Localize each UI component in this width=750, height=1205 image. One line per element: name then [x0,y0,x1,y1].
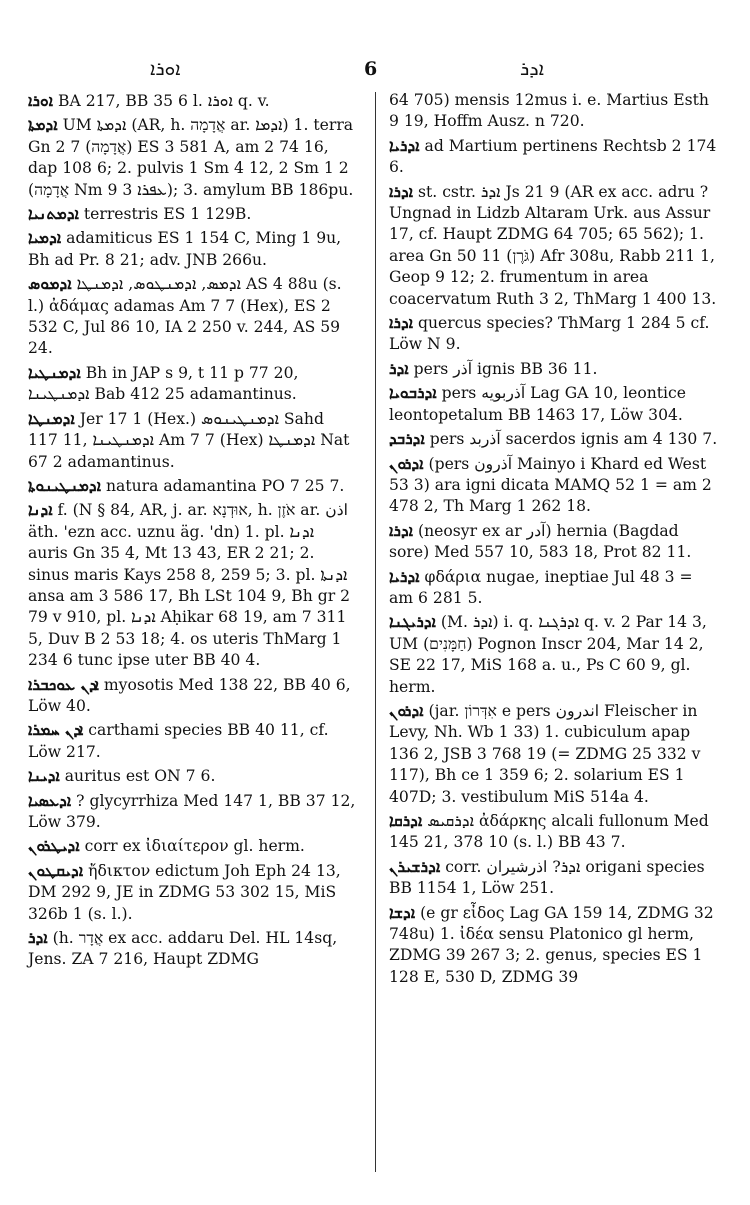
entry-headword: ܐܕܪ [28,928,48,948]
entry-text: auritus est ON 7 6. [64,767,216,786]
dictionary-entry [28,114,358,201]
entry-text: (M. ܐܕܪ) i. q. ܐܕܪܓܢܐ q. v. 2 Par 14 3, UM (חַמָּנִים) Pognon Inscr 204, Mar 14 2, SE 22 17, MiS 168 a. u., Ps C 60 9, gl. herm. [389,613,707,696]
running-head [0,58,750,84]
entry-text: (neosyr ex ar آدر) hernia (Bagdad sore) Med 557 10, 583 18, Prot 82 11. [389,521,692,562]
dictionary-entry [389,90,719,133]
dictionary-entry [28,408,358,473]
entry-text: natura adamantina PO 7 25 7. [105,476,345,495]
entry-text: adamiticus ES 1 154 C, Ming 1 9u, Bh ad Pr. 8 21; adv. JNB 266u. [28,229,342,269]
dictionary-entry [28,499,358,671]
right-column [389,90,719,990]
entry-headword: ܐܕܢܐ [28,500,53,520]
entry-headword: ܐܕܪܐ [389,520,414,540]
entry-text: st. cstr. ܐܕܪ Js 21 9 (AR ex acc. adru ? Ungnad in Lidzb Altaram Urk. aus Assur 17, cf. Haupt ZDMG 64 705; 65 562); 1. area Gn 50 11 (גֹּרֶן) Afr 308u, Rabb 211 1, Geop 9 12; 2. frumentum in area coacervatum Ruth 3 2, ThMarg 1 400 13. [389,182,717,308]
dictionary-entry [389,700,719,808]
dictionary-entry [389,520,719,564]
entry-text: f. (N § 84, AR, j. ar. אוּדְנָא, h. אֹזֶן ar. اذن äth. 'ezn acc. uznu äg. 'dn) 1. pl. ܐܕܢܐ auris Gn 35 4, Mt 13 43, ER 2 21; 2. sinus maris Kays 258 8, 259 5; 3. pl. ܐܕܢܬܐ ansa am 3 586 17, Bh LSt 104 9, Bh gr 2 79 v 910, pl. ܐܕܢܐ Aḥikar 68 19, am 7 311 5, Duv B 2 53 18; 4. os uteris ThMarg 1 234 6 tunc ipse uter BB 40 4. [28,501,351,670]
dictionary-entry [28,90,358,112]
entry-text: ? glycyrrhiza Med 147 1, BB 37 12, Löw 379. [28,791,356,831]
entry-text: (h. אֲדָר ex acc. addaru Del. HL 14sq, Jens. ZA 7 216, Haupt ZDMG [28,929,338,969]
entry-text: ad Martium pertinens Rechtsb 2 174 6. [389,136,717,177]
entry-text: φδάρια nugae, ineptiae Jul 48 3 = am 6 281 5. [389,567,693,607]
entry-text: pers آذربويه Lag GA 10, leontice leontopetalum BB 1463 17, Löw 304. [389,384,686,424]
entry-headword: ܐܕܪܝܐ [389,566,420,586]
entry-headword: ܐܕܡܢܛܝܢܘܬܐ [28,475,102,495]
dictionary-entry [28,860,358,925]
entry-headword: ܐܕܪܝܐ [389,135,420,155]
dictionary-entry [28,719,358,763]
dictionary-entry [28,475,358,497]
entry-text: quercus species? ThMarg 1 284 5 cf. Löw N 9. [389,314,710,354]
entry-text: carthami species BB 40 11, cf. Löw 217. [28,721,329,761]
dictionary-entry [28,203,358,225]
entry-text: Jer 17 1 (Hex.) ܐܕܡܢܛܝܢܘܣ Sahd 117 11, ܐܕܡܢܛܝܢܐ Am 7 7 (Hex) ܐܕܡܢܛܐ Nat 67 2 adamantinus. [28,409,350,471]
entry-headword: ܐܕܡܬܐ [28,115,58,135]
entry-headword: ܐܕܪܐ [389,181,414,201]
entry-headword: ܐܕܪܘܢ [389,453,424,473]
entry-text: ܐܕܡܣ, ܐܕܡܢܛܘܣ, ܐܕܡܢܛܐ AS 4 88u (s. l.) ἀδάμας adamas Am 7 7 (Hex), ES 2 532 C, Jul 86 10, IA 2 250 v. 244, AS 59 24. [28,275,342,358]
entry-text: corr ex ἰδιαίτερον gl. herm. [84,837,305,856]
entry-headword: ܐܕܝܛܪܘܢ [28,836,80,856]
entry-text: terrestris ES 1 129B. [83,205,252,224]
entry-text: pers آذربد sacerdos ignis am 4 130 7. [429,430,718,449]
entry-headword: ܐܕܝܢܐ [28,766,60,786]
dictionary-entry [389,566,719,610]
dictionary-entry [389,382,719,426]
entry-headword: ܐܕܪܘܢ [389,700,424,720]
left-column [28,90,358,973]
dictionary-entry [28,227,358,271]
entry-headword: ܐܕܢ ܥܘܟܒܪܐ [28,674,99,694]
entry-text: ἤδικτον edictum Joh Eph 24 13, DM 292 9, JE in ZDMG 53 302 15, MiS 326b 1 (s. l.). [28,861,341,923]
dictionary-entry [389,358,719,380]
dictionary-entry [28,674,358,718]
entry-text: 64 705) mensis 12mus i. e. Martius Esth 9 19, Hoffm Ausz. n 720. [389,91,709,131]
entry-text: myosotis Med 138 22, BB 40 6, Löw 40. [28,675,351,715]
entry-headword: ܐܕܡܝܐ [28,228,62,248]
column-divider [375,92,376,1172]
entry-text: ܐܕܪܩܝܣ ἀδάρκης alcali fullonum Med 145 21, 378 10 (s. l.) BB 43 7. [389,812,709,852]
dictionary-entry [389,810,719,854]
dictionary-entry [28,273,358,360]
entry-headword: ܐܕܪܒܘܝܐ [389,383,437,403]
dictionary-entry [389,453,719,518]
page-number: 6 [364,58,378,80]
dictionary-entry [389,611,719,698]
entry-text: Bh in JAP s 9, t 11 p 77 20, ܐܕܡܢܛܝܢܐ Bab 412 25 adamantinus. [28,363,299,404]
dictionary-entry [389,856,719,900]
entry-headword: ܐܕܡܘܣ [28,274,72,294]
entry-text: pers آذر ignis BB 36 11. [413,359,598,378]
entry-headword: ܐܕܪܫܝܪܢ [389,856,441,876]
dictionary-entry [389,181,719,310]
entry-headword: ܐܕܪܝܓܢܐ [389,612,436,632]
dictionary-entry [28,927,358,971]
dictionary-entry [28,765,358,787]
dictionary-entry [28,835,358,857]
dictionary-entry [389,902,719,989]
entry-headword: ܐܕܪܐ [389,313,414,333]
entry-headword: ܐܕܪ [389,358,409,378]
entry-headword: ܐܕܥܣܝܐ [28,790,72,810]
entry-headword: ܐܕܪܒܕ [389,429,425,449]
dictionary-entry [28,790,358,834]
dictionary-entry [28,362,358,406]
entry-text: (pers آذرون Mainyo i Khard ed West 53 3) ara igni dicata MAMQ 52 1 = am 2 478 2, Th Marg 1 262 18. [389,454,712,516]
entry-headword: ܐܕܡܢܛܝܐ [28,362,81,382]
entry-text: corr. ܐܕܪ? اذرشيران origani species BB 1154 1, Löw 251. [389,857,705,898]
entry-headword: ܐܕܫܐ [389,902,416,922]
entry-headword: ܐܘܪܐ [28,91,54,110]
dictionary-entry [389,312,719,356]
entry-headword: ܐܕܡܬܢܝܐ [28,204,79,224]
dictionary-entry [389,428,719,450]
entry-headword: ܐܕܢ ܚܡܪܐ [28,720,84,740]
running-head-right: ܐܕܪ [520,58,544,80]
running-head-left: ܐܘܪܐ [150,58,181,80]
entry-text: UM ܐܕܡܬܐ (AR, h. אֲדָמָה ar. ܐܕܡܐ) 1. terra Gn 2 7 (אֲדָמָה) ES 3 581 A, am 2 74 16, dap 108 6; 2. pulvis 1 Sm 4 12, 2 Sm 1 2 (אֲדָמָה Nm 9 3 ܥܦܪܐ); 3. amylum BB 186pu. [28,116,354,199]
entry-headword: ܐܕܡܢܛܐ [28,408,75,428]
entry-text: BA 217, BB 35 6 l. ܐܘܪܐ q. v. [58,92,270,110]
entry-text: (e gr εἶδος Lag GA 159 14, ZDMG 32 748u) 1. ἰδέα sensu Platonico gl herm, ZDMG 39 267 3; 2. genus, species ES 1 128 E, 530 D, ZDMG 39 [389,903,714,986]
entry-headword: ܐܕܝܩܛܘܢ [28,860,84,880]
entry-text: (jar. אִדְּרוֹן e pers اندرون Fleischer in Levy, Nh. Wb 1 33) 1. cubiculum apap 136 2, JSB 3 768 19 (= ZDMG 25 332 v 117), Bh ce 1 359 6; 2. solarium ES 1 407D; 3. vestibulum MiS 514a 4. [389,701,701,806]
dictionary-entry [389,135,719,179]
entry-headword: ܐܕܪܩܐ [389,811,423,830]
